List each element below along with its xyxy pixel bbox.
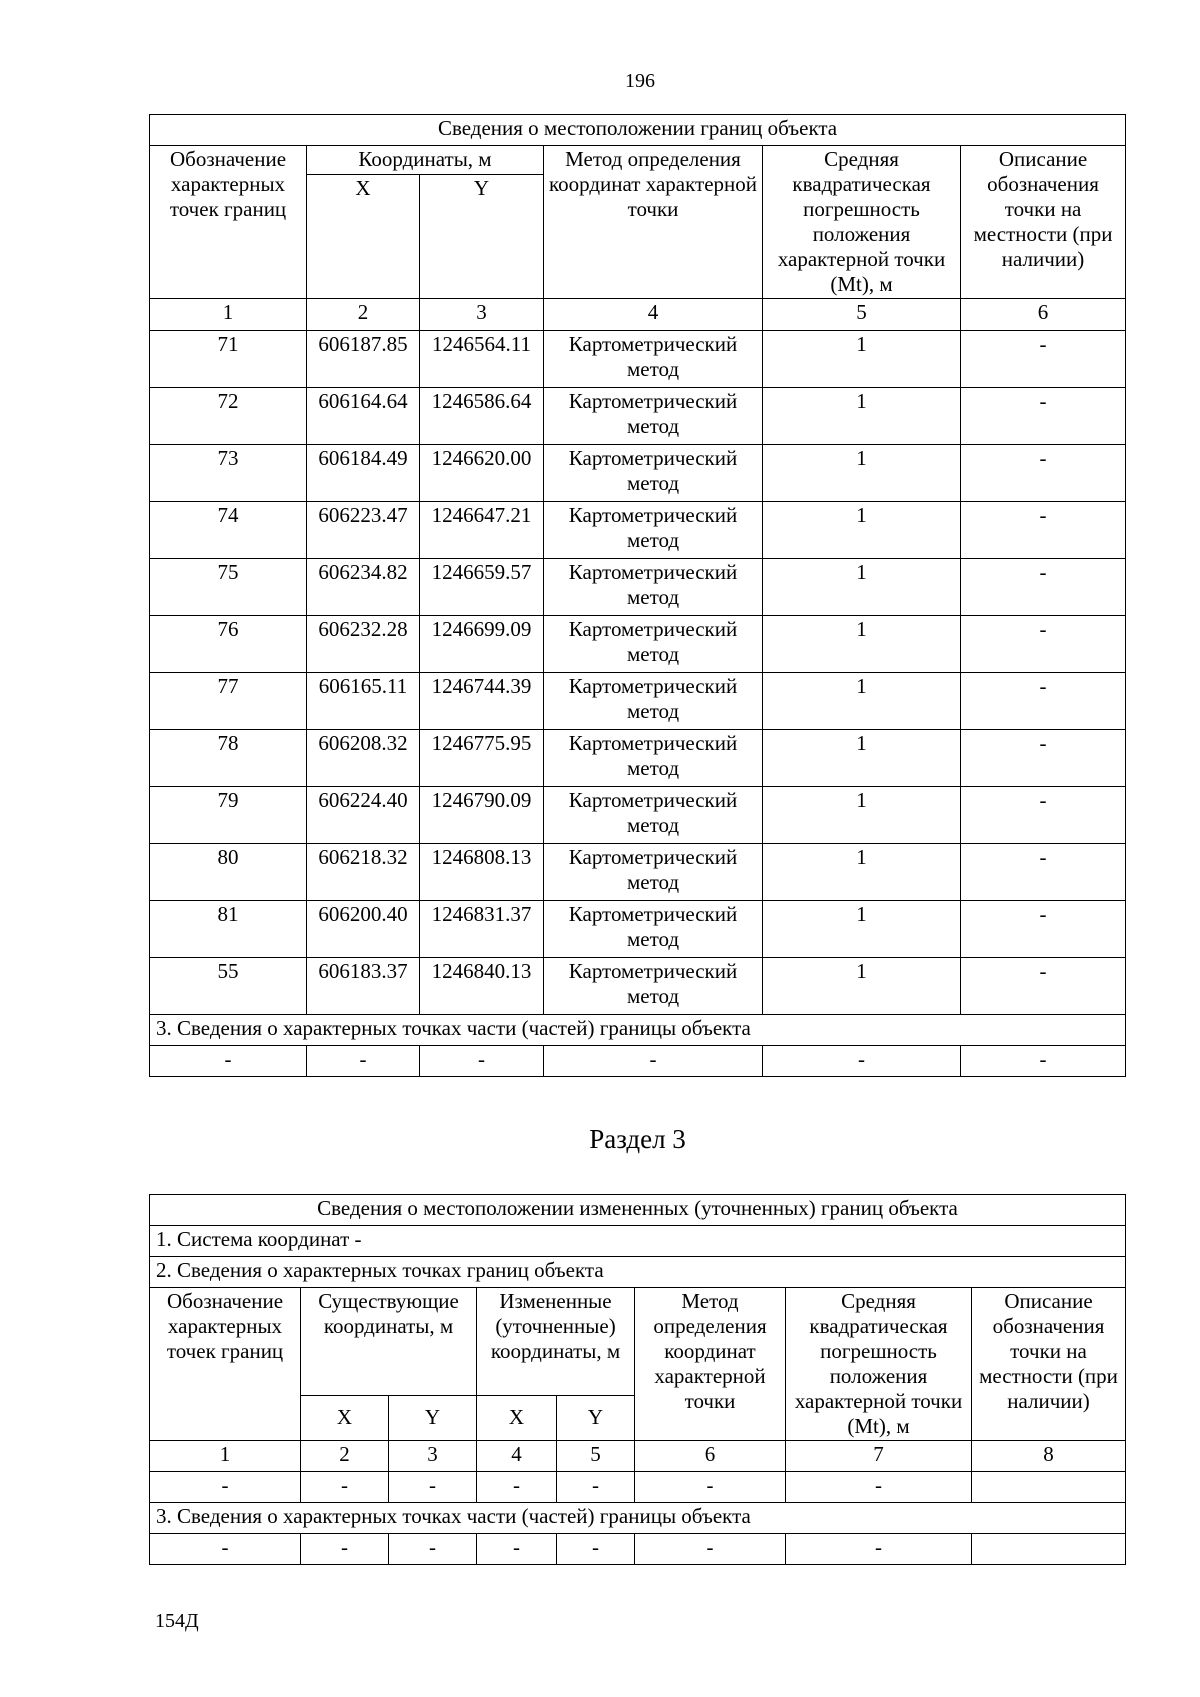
column-number: 6 [961,299,1126,331]
table2-title: Сведения о местоположении измененных (уточненных) границ объекта [150,1195,1126,1226]
table-row [150,730,1126,787]
table-cell: - [420,1046,544,1077]
table-cell-error: 1 [763,331,961,388]
header-desc: Описание обозначения точки на местности (при наличии) [972,1288,1126,1441]
table-cell-point: 55 [150,958,307,1015]
table-cell-desc: - [961,559,1126,616]
table-cell-method: Картометрический метод [544,388,763,445]
header-point: Обозначение характерных точек границ [150,146,307,299]
table-cell: - [635,1472,786,1503]
header-changed-coords: Измененные (уточненные) координаты, м [477,1288,635,1396]
header-error: Средняя квадратическая погрешность положения характерной точки (Mt), м [763,146,961,299]
table-cell-point: 80 [150,844,307,901]
header-method: Метод определения координат характерной точки [635,1288,786,1441]
table-cell-error: 1 [763,559,961,616]
table2-parts-heading: 3. Сведения о характерных точках части (частей) границы объекта [150,1503,1126,1534]
header-existing-coords: Существующие координаты, м [301,1288,477,1396]
table-row [150,844,1126,901]
table-cell: - [389,1472,477,1503]
header-y-changed: Y [557,1395,635,1440]
table-row [150,331,1126,388]
table-cell-x: 606234.82 [307,559,420,616]
header-x: X [307,175,420,299]
coord-system: 1. Система координат - [150,1226,1126,1257]
table-cell: - [150,1046,307,1077]
table-cell: - [477,1472,557,1503]
table-cell-y: 1246840.13 [420,958,544,1015]
table-cell-point: 75 [150,559,307,616]
header-point: Обозначение характерных точек границ [150,1288,301,1441]
table-cell-desc: - [961,331,1126,388]
table-cell: - [477,1534,557,1565]
table-cell: - [301,1534,389,1565]
table-row [150,559,1126,616]
page-number: 196 [625,70,655,92]
table-cell-point: 81 [150,901,307,958]
table-cell: - [389,1534,477,1565]
table-cell-x: 606183.37 [307,958,420,1015]
table-cell: - [763,1046,961,1077]
table-cell-point: 71 [150,331,307,388]
column-number: 5 [763,299,961,331]
table-cell-y: 1246831.37 [420,901,544,958]
table-cell-point: 73 [150,445,307,502]
column-number: 2 [301,1441,389,1472]
table-cell-point: 79 [150,787,307,844]
table-cell-x: 606218.32 [307,844,420,901]
section-heading: Раздел 3 [589,1124,686,1154]
table-row [150,502,1126,559]
table-row [150,787,1126,844]
column-number-row [150,299,1126,331]
table-cell-method: Картометрический метод [544,616,763,673]
header-y-existing: Y [389,1395,477,1440]
table-cell-desc: - [961,730,1126,787]
table-cell-y: 1246659.57 [420,559,544,616]
table-cell-error: 1 [763,730,961,787]
table-cell-error: 1 [763,901,961,958]
table1-parts-row [150,1046,1126,1077]
table-cell: - [150,1534,301,1565]
table-cell-method: Картометрический метод [544,445,763,502]
changed-boundary-table [149,1194,1126,1565]
table-cell-y: 1246744.39 [420,673,544,730]
table-cell-x: 606165.11 [307,673,420,730]
table-row [150,445,1126,502]
table-cell: - [307,1046,420,1077]
table2-data-row [150,1472,1126,1503]
table-cell-method: Картометрический метод [544,673,763,730]
table-cell: - [557,1472,635,1503]
table-row [150,673,1126,730]
header-method: Метод определения координат характерной точки [544,146,763,299]
table-cell-point: 77 [150,673,307,730]
table-cell-error: 1 [763,958,961,1015]
table-cell: - [786,1472,972,1503]
header-x-existing: X [301,1395,389,1440]
table-cell-y: 1246808.13 [420,844,544,901]
table-cell-error: 1 [763,673,961,730]
table-cell-error: 1 [763,445,961,502]
table-cell-point: 72 [150,388,307,445]
header-x-changed: X [477,1395,557,1440]
table-row [150,901,1126,958]
header-coords: Координаты, м [307,146,544,175]
table-cell: - [786,1534,972,1565]
table-cell-point: 78 [150,730,307,787]
header-error: Средняя квадратическая погрешность положения характерной точки (Mt), м [786,1288,972,1441]
table-cell-desc: - [961,388,1126,445]
table-cell-y: 1246647.21 [420,502,544,559]
boundary-points-table [149,114,1126,1077]
table-cell-error: 1 [763,388,961,445]
table-cell-desc: - [961,787,1126,844]
column-number: 1 [150,299,307,331]
column-number: 7 [786,1441,972,1472]
table-cell: - [150,1472,301,1503]
table-cell-desc: - [961,844,1126,901]
table-row [150,388,1126,445]
table-cell-error: 1 [763,844,961,901]
table-cell-method: Картометрический метод [544,730,763,787]
table-cell-method: Картометрический метод [544,844,763,901]
header-desc: Описание обозначения точки на местности (при наличии) [961,146,1126,299]
table-cell: - [544,1046,763,1077]
table-cell: - [635,1534,786,1565]
column-number: 4 [544,299,763,331]
table-cell-method: Картометрический метод [544,331,763,388]
table-cell-desc: - [961,673,1126,730]
table-cell-y: 1246790.09 [420,787,544,844]
column-number: 6 [635,1441,786,1472]
table-cell-x: 606164.64 [307,388,420,445]
table-row [150,958,1126,1015]
table-cell-method: Картометрический метод [544,502,763,559]
table-cell-desc: - [961,958,1126,1015]
table-cell-x: 606184.49 [307,445,420,502]
table-cell-point: 76 [150,616,307,673]
table-cell-method: Картометрический метод [544,901,763,958]
table-cell [972,1472,1126,1503]
table-cell-error: 1 [763,616,961,673]
column-number: 3 [389,1441,477,1472]
table-cell-desc: - [961,901,1126,958]
table-cell-error: 1 [763,502,961,559]
table2-parts-row [150,1534,1126,1565]
column-number: 2 [307,299,420,331]
table-cell [972,1534,1126,1565]
column-number: 1 [150,1441,301,1472]
table-cell-x: 606224.40 [307,787,420,844]
column-number: 4 [477,1441,557,1472]
table-cell-desc: - [961,502,1126,559]
table-cell: - [557,1534,635,1565]
column-number-row [150,1441,1126,1472]
table-cell-error: 1 [763,787,961,844]
table-cell-point: 74 [150,502,307,559]
table-cell-x: 606200.40 [307,901,420,958]
header-y: Y [420,175,544,299]
table-cell-y: 1246586.64 [420,388,544,445]
points-heading: 2. Сведения о характерных точках границ объекта [150,1257,1126,1288]
table-cell-y: 1246620.00 [420,445,544,502]
table1-title: Сведения о местоположении границ объекта [150,115,1126,146]
table-cell-y: 1246775.95 [420,730,544,787]
column-number: 5 [557,1441,635,1472]
table-cell-method: Картометрический метод [544,559,763,616]
table-cell-method: Картометрический метод [544,958,763,1015]
table-cell-x: 606223.47 [307,502,420,559]
footer-code: 154Д [155,1610,199,1632]
table-cell-method: Картометрический метод [544,787,763,844]
column-number: 3 [420,299,544,331]
table1-parts-heading: 3. Сведения о характерных точках части (частей) границы объекта [150,1015,1126,1046]
table-cell-x: 606187.85 [307,331,420,388]
table-cell-y: 1246564.11 [420,331,544,388]
table-cell-desc: - [961,616,1126,673]
table-cell: - [301,1472,389,1503]
table-cell-y: 1246699.09 [420,616,544,673]
column-number: 8 [972,1441,1126,1472]
table-cell-x: 606208.32 [307,730,420,787]
table-cell-x: 606232.28 [307,616,420,673]
table-row [150,616,1126,673]
table-cell: - [961,1046,1126,1077]
table-cell-desc: - [961,445,1126,502]
